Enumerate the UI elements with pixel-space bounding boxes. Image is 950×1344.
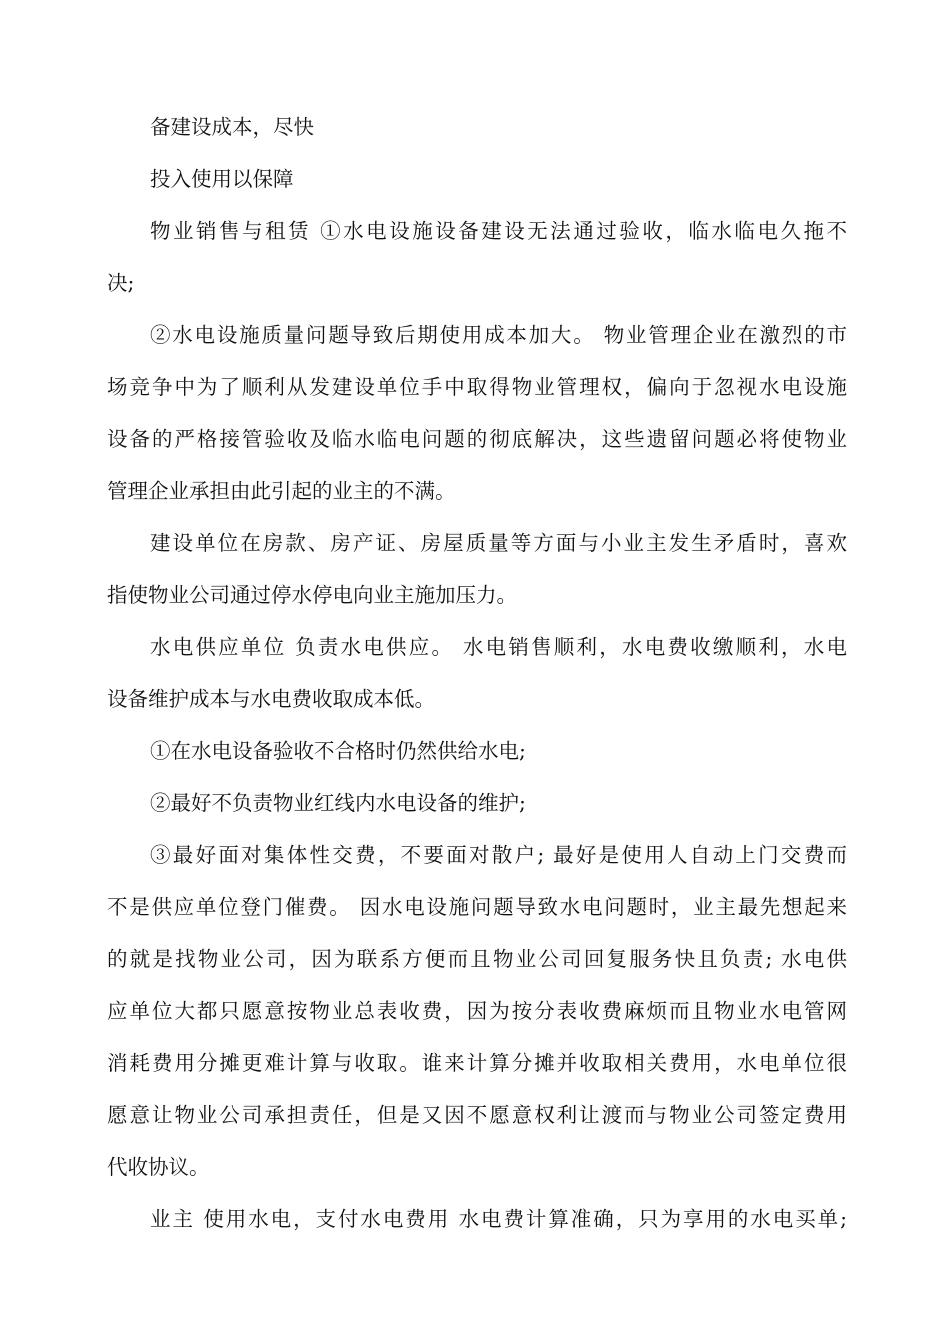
text-line: 应单位大都只愿意按物业总表收费，因为按分表收费麻烦而且物业水电管网 xyxy=(107,999,847,1023)
text-line: ③最好面对集体性交费，不要面对散户; 最好是使用人自动上门交费而 xyxy=(150,843,847,867)
text-line: ①在水电设备验收不合格时仍然供给水电; xyxy=(150,739,526,763)
text-line: 指使物业公司通过停水停电向业主施加压力。 xyxy=(107,583,517,607)
text-line: ②最好不负责物业红线内水电设备的维护; xyxy=(150,791,526,815)
text-line: 投入使用以保障 xyxy=(150,167,294,191)
text-line: 设备维护成本与水电费收取成本低。 xyxy=(107,687,435,711)
text-line: 的就是找物业公司，因为联系方便而且物业公司回复服务快且负责; 水电供 xyxy=(107,947,847,971)
text-line: ②水电设施质量问题导致后期使用成本加大。 物业管理企业在激烈的市 xyxy=(150,323,847,347)
text-line: 备建设成本，尽快 xyxy=(150,115,314,139)
text-line: 场竞争中为了顺利从发建设单位手中取得物业管理权，偏向于忽视水电设施 xyxy=(107,375,847,399)
text-line: 设备的严格接管验收及临水临电问题的彻底解决，这些遗留问题必将使物业 xyxy=(107,427,847,451)
text-line: 代收协议。 xyxy=(107,1155,210,1179)
text-line: 愿意让物业公司承担责任，但是又因不愿意权利让渡而与物业公司签定费用 xyxy=(107,1103,847,1127)
text-line: 不是供应单位登门催费。 因水电设施问题导致水电问题时，业主最先想起来 xyxy=(107,895,847,919)
text-line: 管理企业承担由此引起的业主的不满。 xyxy=(107,479,456,503)
text-line: 水电供应单位 负责水电供应。 水电销售顺利，水电费收缴顺利，水电 xyxy=(150,635,847,659)
text-line: 消耗费用分摊更难计算与收取。谁来计算分摊并收取相关费用，水电单位很 xyxy=(107,1051,847,1075)
text-line: 业主 使用水电，支付水电费用 水电费计算准确，只为享用的水电买单; xyxy=(150,1207,847,1231)
text-line: 建设单位在房款、房产证、房屋质量等方面与小业主发生矛盾时，喜欢 xyxy=(150,531,847,555)
text-line: 决; xyxy=(107,271,135,295)
text-line: 物业销售与租赁 ①水电设施设备建设无法通过验收，临水临电久拖不 xyxy=(150,219,847,243)
